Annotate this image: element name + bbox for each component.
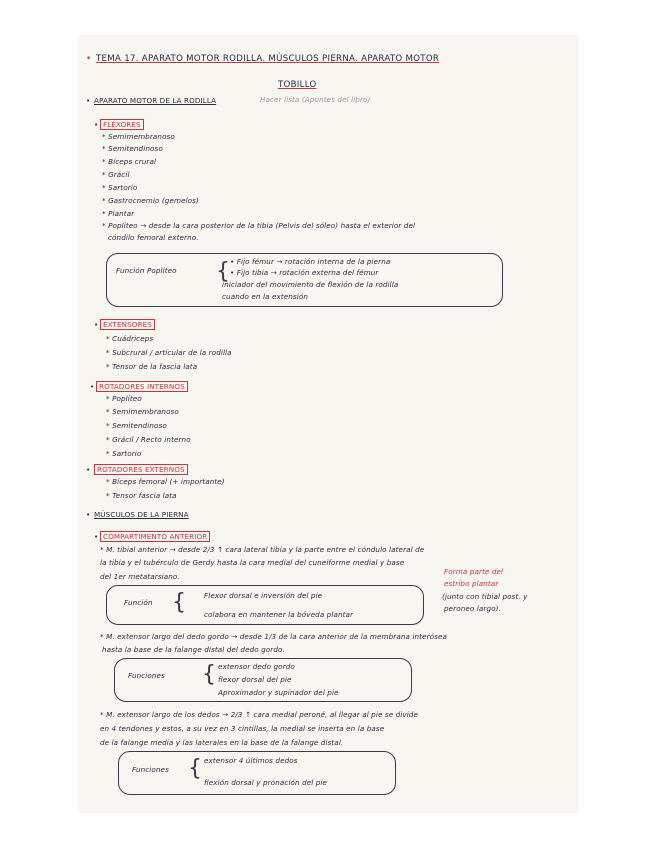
section-heading-pierna: MÚSCULOS DE LA PIERNA (94, 510, 189, 519)
function-line: extensor 4 últimos dedos (204, 756, 298, 765)
label-rotadores-internos: ROTADORES INTERNOS (96, 381, 188, 392)
function-line: flexión dorsal y pronación del pie (204, 778, 328, 787)
list-item: * Poplíteo → desde la cara posterior de la tibia (Pelvis del sóleo) hasta el exterior del (102, 221, 416, 230)
title-bullet: • (86, 54, 92, 64)
label-compartimento-anterior: COMPARTIMENTO ANTERIOR (100, 531, 210, 542)
list-item: * Semimembranoso (102, 132, 175, 141)
paragraph-line: * M. tibial anterior → desde 2/3 ↑ cara lateral tibia y la parte entre el cóndulo lateral de (100, 545, 425, 554)
brace-icon: { (172, 590, 186, 615)
list-item: * Semitendinoso (102, 144, 163, 153)
side-note-line: (junto con tibial post. y (442, 592, 528, 601)
function-line: flexor dorsal del pie (218, 675, 292, 684)
function-label: Funciones (128, 671, 165, 680)
list-item: * Tensor fascia lata (106, 491, 177, 500)
function-label: Función (124, 598, 153, 607)
page-title-line2: TOBILLO (278, 80, 317, 90)
paragraph-line: * M. extensor largo de los dedos → 2/3 ↑ cara medial peroné, al llegar al pie se divide (100, 710, 418, 719)
paragraph-line: * M. extensor largo del dedo gordo → desde 1/3 de la cara anterior de la membrana interósea (100, 632, 448, 641)
paragraph-line: del 1er metatarsiano. (100, 572, 180, 581)
list-item: * Gastrocnemio (gemelos) (102, 196, 199, 205)
side-note-line: peroneo largo). (444, 604, 501, 613)
function-line: colabora en mantener la bóveda plantar (204, 610, 354, 619)
brace-icon: { (202, 662, 216, 687)
subsection-bullet: • (94, 120, 99, 129)
subsection-bullet: • (86, 465, 91, 474)
subsection-bullet: • (94, 320, 99, 329)
label-flexores: FLEXORES (100, 119, 144, 130)
list-item: * Bíceps femoral (+ importante) (106, 477, 225, 486)
subsection-bullet: • (94, 532, 99, 541)
side-note-line: Forma parte del (444, 567, 504, 576)
paragraph-line: la tibia y el tubérculo de Gerdy hasta la cara medial del cuneiforme medial y base (100, 558, 405, 567)
list-item: * Sartorio (106, 449, 142, 458)
list-item: * Tensor de la fascia lata (106, 362, 198, 371)
list-item: * Semitendinoso (106, 421, 167, 430)
label-rotadores-externos: ROTADORES EXTERNOS (94, 464, 188, 475)
function-line: • Fijo fémur → rotación interna de la pierna (230, 257, 391, 266)
brace-icon: { (188, 756, 202, 781)
function-line: iniciador del movimiento de flexión de la rodilla (222, 280, 399, 289)
subsection-bullet: • (90, 382, 95, 391)
side-note-line: estribo plantar (444, 579, 499, 588)
paragraph-line: en 4 tendones y estos, a su vez en 3 cintillas, la medial se inserta en la base (100, 724, 385, 733)
function-line: extensor dedo gordo (218, 662, 295, 671)
notebook-page (80, 36, 577, 812)
list-item: * Cuádriceps (106, 334, 154, 343)
function-line: Aproximador y supinador del pie (218, 688, 339, 697)
list-item: * Grácil (102, 170, 130, 179)
section-bullet: • (86, 96, 91, 105)
list-item: * Poplíteo (106, 394, 142, 403)
function-label: Funciones (132, 765, 169, 774)
pencil-note: Hacer lista (Apuntes del libro) (260, 95, 371, 104)
list-item: cóndilo femoral externo. (108, 233, 199, 242)
function-line: Flexor dorsal e inversión del pie (204, 591, 323, 600)
function-label: Función Poplíteo (116, 266, 177, 275)
paragraph-line: de la falange media y las laterales en la base de la falange distal. (100, 738, 344, 747)
paragraph-line: hasta la base de la falange distal del dedo gordo. (102, 645, 285, 654)
list-item: * Grácil / Recto interno (106, 435, 191, 444)
section-bullet: • (86, 510, 91, 519)
list-item: * Sartorio (102, 183, 138, 192)
section-heading-rodilla: APARATO MOTOR DE LA RODILLA (94, 96, 217, 105)
function-line: • Fijo tibia → rotación externa del fémur (230, 268, 379, 277)
function-line: cuando en la extensión (222, 292, 309, 301)
brace-icon: { (216, 259, 230, 284)
page-title-line1: TEMA 17. APARATO MOTOR RODILLA. MÚSCULOS PIERNA. APARATO MOTOR (96, 54, 440, 64)
list-item: * Subcrural / articular de la rodilla (106, 348, 232, 357)
list-item: * Semimembranoso (106, 407, 179, 416)
list-item: * Bíceps crural (102, 157, 157, 166)
label-extensores: EXTENSORES (100, 319, 155, 330)
list-item: * Plantar (102, 209, 135, 218)
